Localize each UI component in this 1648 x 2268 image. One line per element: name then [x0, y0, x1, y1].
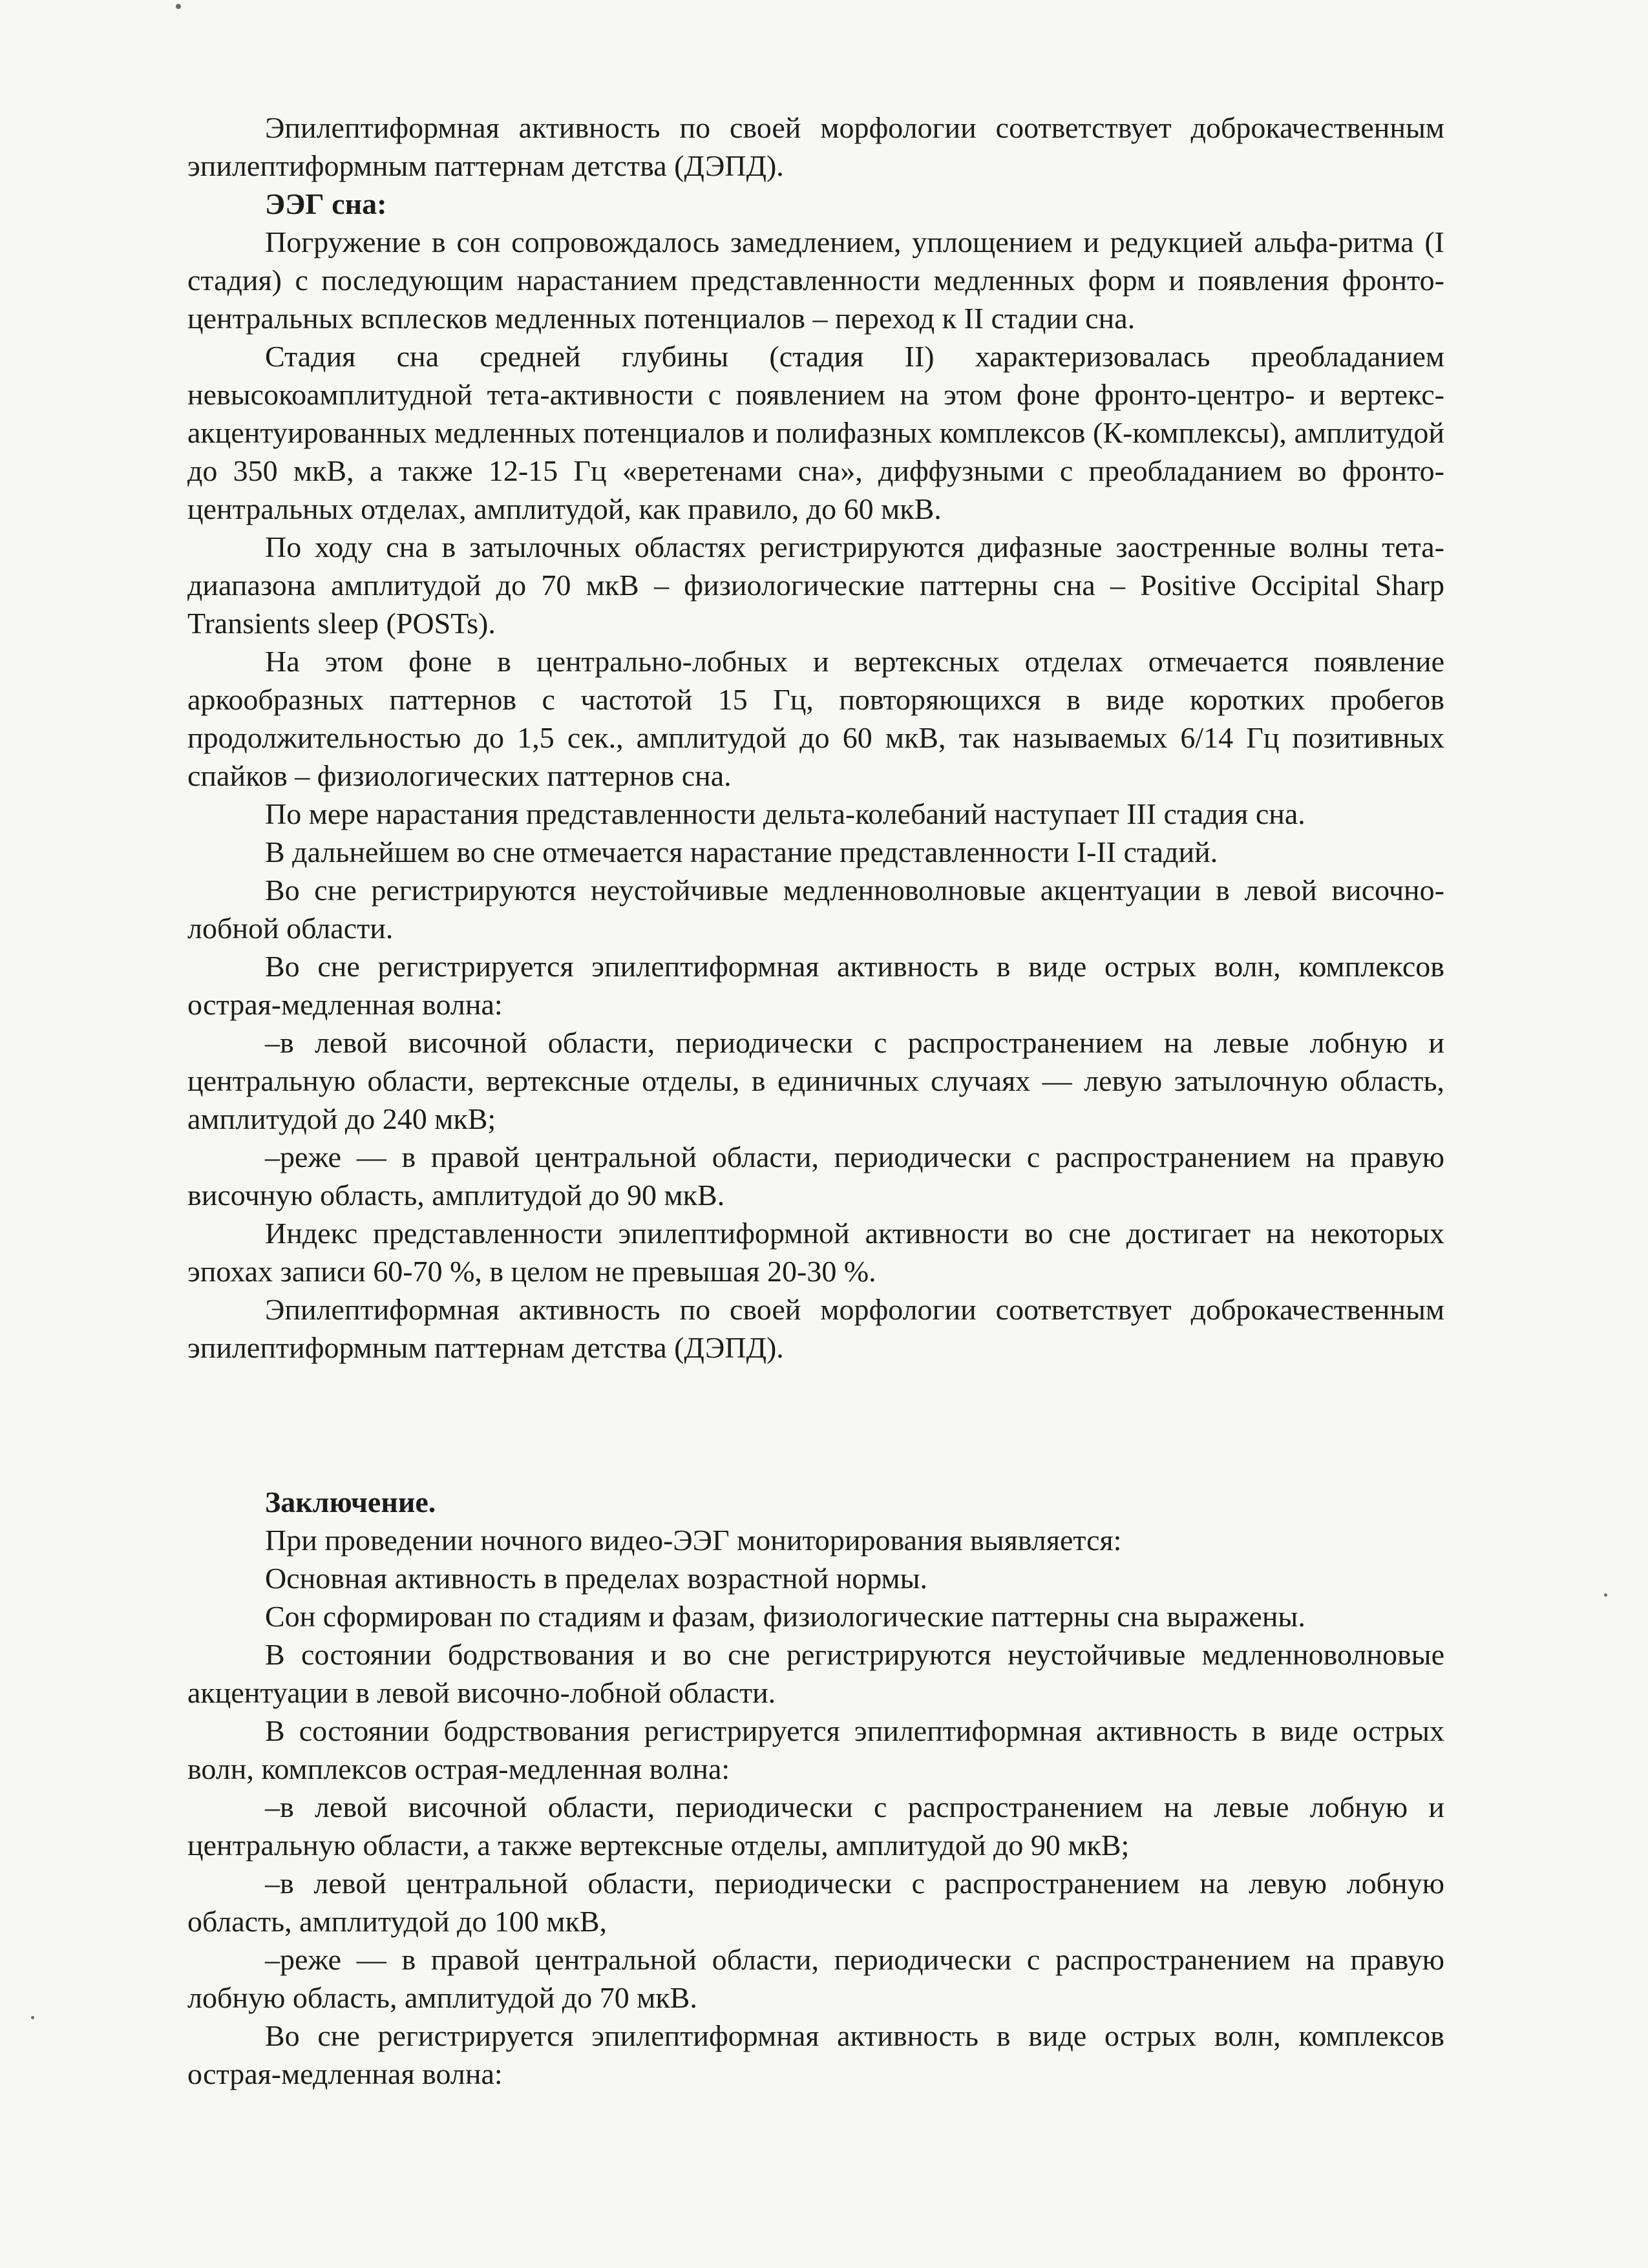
scan-speck — [31, 2016, 34, 2019]
section-heading-conclusion: Заключение. — [265, 1486, 436, 1518]
paragraph: По ходу сна в затылочных областях регистрируются дифазные заостренные волны тета-диапазона амплитудой до 70 мкВ – физиологические паттерны сна – Positive Occipital Sharp Transients sleep (POSTs). — [187, 530, 1444, 640]
paragraph: Во сне регистрируются неустойчивые медленноволновые акцентуации в левой височно-лобной области. — [187, 874, 1444, 945]
paragraph: Индекс представленности эпилептиформной активности во сне достигает на некоторых эпохах записи 60-70 %, в целом не превышая 20-30 %. — [187, 1217, 1444, 1288]
list-item: –в левой височной области, периодически с распространением на левые лобную и центральную области, а также вертексные отделы, амплитудой до 90 мкВ; — [187, 1790, 1444, 1862]
paragraph: Стадия сна средней глубины (стадия II) характеризовалась преобладанием невысокоамплитудной тета-активности с появлением на этом фоне фронто-центро- и вертекс-акцентуированных медленных потенциалов и полифазных комплексов (К-комплексы), амплитудой до 350 мкВ, а также 12-15 Гц «веретенами сна», диффузными с преобладанием во фронто-центральных отделах, амплитудой, как правило, до 60 мкВ. — [187, 340, 1444, 525]
paragraph: Во сне регистрируется эпилептиформная активность в виде острых волн, комплексов острая-медленная волна: — [187, 2019, 1444, 2090]
list-item: –реже — в правой центральной области, периодически с распространением на правую височную область, амплитудой до 90 мкВ. — [187, 1140, 1444, 1212]
paragraph: На этом фоне в центрально-лобных и вертексных отделах отмечается появление аркообразных паттернов с частотой 15 Гц, повторяющихся в виде коротких пробегов продолжительностью до 1,5 сек., амплитудой до 60 мкВ, так называемых 6/14 Гц позитивных спайков – физиологических паттернов сна. — [187, 645, 1444, 792]
paragraph: По мере нарастания представленности дельта-колебаний наступает III стадия сна. — [265, 797, 1305, 830]
list-item: –в левой височной области, периодически с распространением на левые лобную и центральную области, вертексные отделы, в единичных случаях — левую затылочную область, амплитудой до 240 мкВ; — [187, 1026, 1444, 1135]
scan-speck — [1604, 1593, 1607, 1597]
paragraph: В дальнейшем во сне отмечается нарастание представленности I-II стадий. — [265, 835, 1218, 868]
document-body — [187, 109, 1444, 2093]
spacer — [187, 1367, 1444, 1483]
paragraph: В состоянии бодрствования регистрируется эпилептиформная активность в виде острых волн, комплексов острая-медленная волна: — [187, 1714, 1444, 1785]
paragraph: Во сне регистрируется эпилептиформная активность в виде острых волн, комплексов острая-медленная волна: — [187, 950, 1444, 1021]
list-item: –реже — в правой центральной области, периодически с распространением на правую лобную область, амплитудой до 70 мкВ. — [187, 1943, 1444, 2014]
paragraph: Сон сформирован по стадиям и фазам, физиологические паттерны сна выражены. — [265, 1600, 1305, 1633]
list-item: –в левой центральной области, периодически с распространением на левую лобную область, амплитудой до 100 мкВ, — [187, 1867, 1444, 1938]
paragraph: Основная активность в пределах возрастной нормы. — [265, 1562, 928, 1595]
section-heading-sleep-eeg: ЭЭГ сна: — [265, 187, 387, 220]
paragraph: Эпилептиформная активность по своей морфологии соответствует доброкачественным эпилептиформным паттернам детства (ДЭПД). — [187, 1293, 1444, 1364]
paragraph: Погружение в сон сопровождалось замедлением, уплощением и редукцией альфа-ритма (I стадия) с последующим нарастанием представленности медленных форм и появления фронто-центральных всплесков медленных потенциалов – переход к II стадии сна. — [187, 226, 1444, 335]
paragraph: В состоянии бодрствования и во сне регистрируются неустойчивые медленноволновые акцентуации в левой височно-лобной области. — [187, 1638, 1444, 1709]
scan-speck — [176, 4, 181, 9]
paragraph: Эпилептиформная активность по своей морфологии соответствует доброкачественным эпилептиформным паттернам детства (ДЭПД). — [187, 111, 1444, 182]
paragraph: При проведении ночного видео-ЭЭГ мониторирования выявляется: — [265, 1524, 1122, 1557]
